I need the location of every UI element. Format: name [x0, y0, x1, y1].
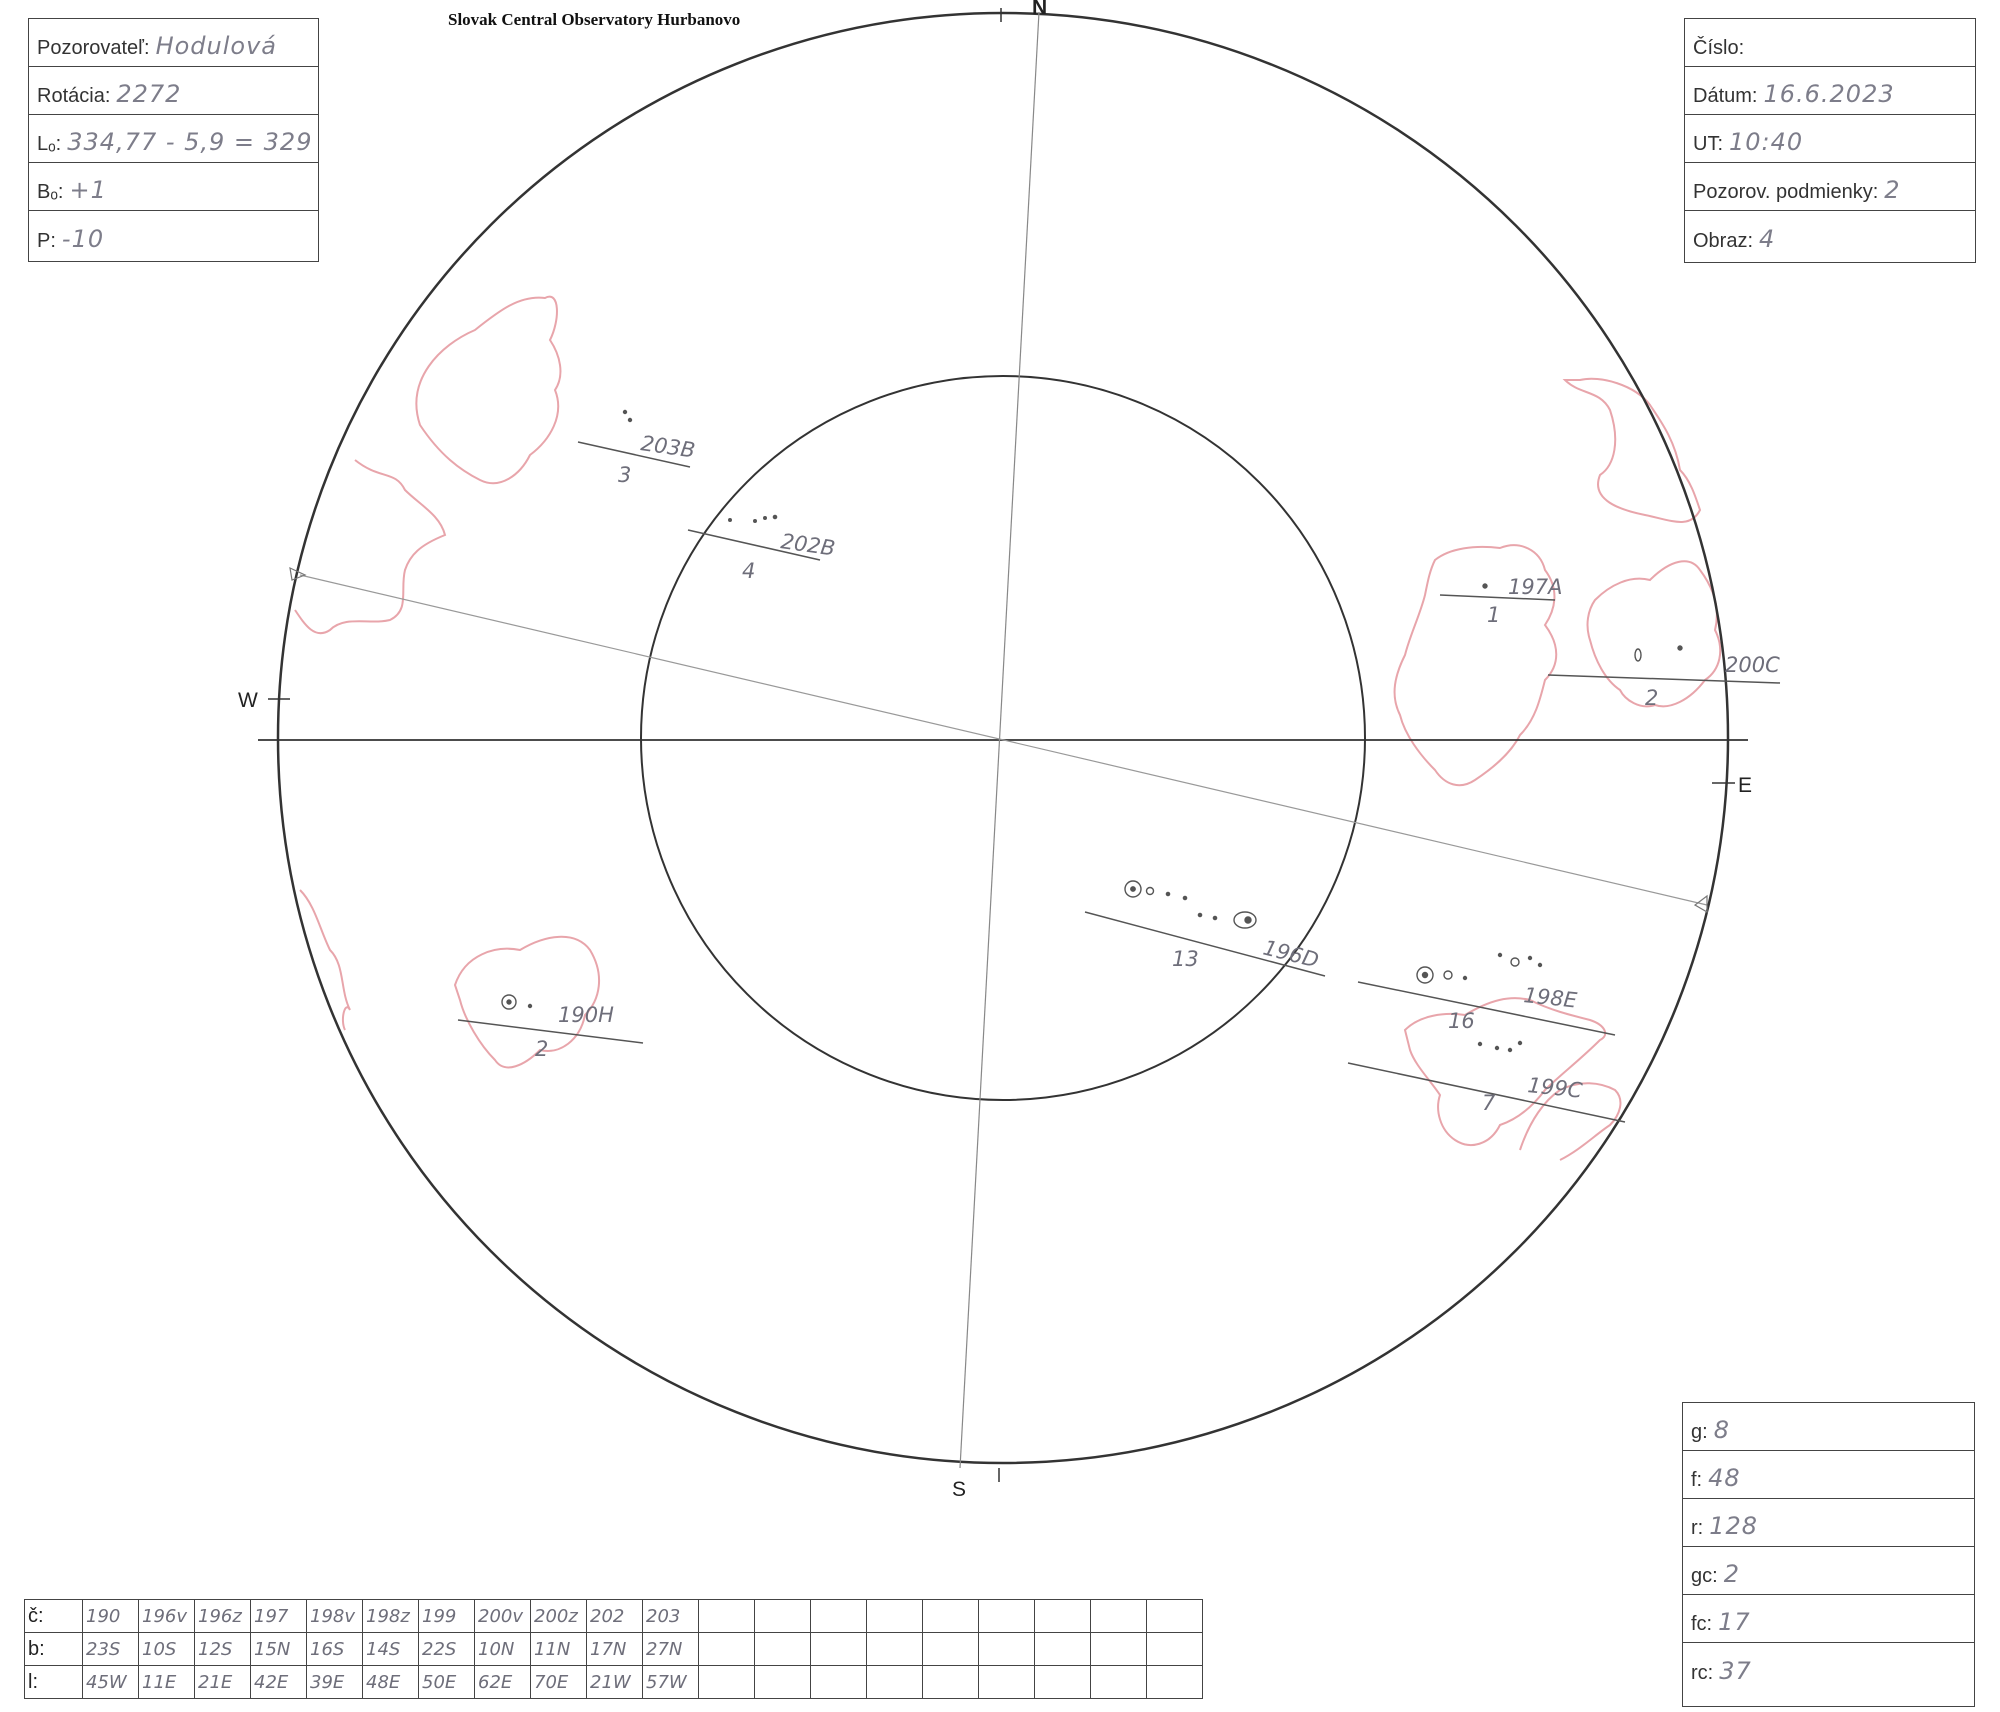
group-200c-count: 2 [1645, 686, 1659, 710]
table-cell: 198v [307, 1600, 363, 1633]
spot-196-c [1166, 892, 1169, 895]
facula-w-edge [295, 460, 445, 633]
table-cell: 27N [643, 1633, 699, 1666]
facula-nw [416, 297, 560, 484]
table-cell [1147, 1633, 1203, 1666]
spot-199-b [1496, 1047, 1499, 1050]
table-cell: 22S [419, 1633, 475, 1666]
stat-groups-value: 8 [1713, 1416, 1730, 1444]
table-cell [1147, 1666, 1203, 1699]
group-198e-id: 198E [1522, 983, 1579, 1013]
group-196d-id: 196D [1260, 935, 1322, 973]
facula-ne-edge [1565, 379, 1700, 522]
table-cell [755, 1666, 811, 1699]
observer-label: Pozorovateľ: [37, 37, 150, 59]
table-cell [867, 1600, 923, 1633]
table-cell: 42E [251, 1666, 307, 1699]
p-angle-value: -10 [61, 225, 105, 253]
spot-200c-2 [1678, 646, 1682, 650]
table-cell: 48E [363, 1666, 419, 1699]
date-value: 16.6.2023 [1763, 80, 1895, 108]
table-cell: 21W [587, 1666, 643, 1699]
table-cell: 23S [83, 1633, 139, 1666]
stat-relative-number-value: 128 [1709, 1512, 1759, 1540]
table-cell: 21E [195, 1666, 251, 1699]
l0-label: Lₒ: [37, 133, 62, 155]
table-cell: 199 [419, 1600, 475, 1633]
facula-e-right [1588, 561, 1721, 706]
table-cell [923, 1633, 979, 1666]
stat-spots-label: f: [1691, 1469, 1703, 1491]
stat-spots-row [1683, 1451, 1974, 1499]
solar-limb-circle [278, 13, 1728, 1463]
group-199c-count: 7 [1482, 1091, 1496, 1115]
table-cell [1091, 1666, 1147, 1699]
table-cell: 62E [475, 1666, 531, 1699]
table-cell [979, 1633, 1035, 1666]
spot-196-e [1198, 913, 1201, 916]
table-cell [979, 1600, 1035, 1633]
table-cell: 200v [475, 1600, 531, 1633]
stat-central-relative-label: rᴄ: [1691, 1662, 1714, 1684]
stat-relative-number-row [1683, 1499, 1974, 1547]
group-202b-id: 202B [779, 529, 837, 561]
group-190h-line [458, 1020, 643, 1043]
table-cell: 17N [587, 1633, 643, 1666]
spot-200c-1 [1635, 649, 1641, 661]
spot-196-follower-core [1245, 917, 1251, 923]
spot-202b-1 [729, 519, 732, 522]
image-quality-label: Obraz: [1693, 230, 1754, 252]
table-cell [699, 1666, 755, 1699]
table-cell: 11N [531, 1633, 587, 1666]
number-label: Číslo: [1693, 37, 1745, 59]
table-cell: 39E [307, 1666, 363, 1699]
spot-199-d [1519, 1042, 1522, 1045]
longitude-row-label: l: [25, 1666, 83, 1699]
table-cell [1091, 1600, 1147, 1633]
table-cell: 16S [307, 1633, 363, 1666]
group-190h-count: 2 [535, 1037, 549, 1061]
table-cell: 196v [139, 1600, 195, 1633]
table-cell [811, 1633, 867, 1666]
east-label: E [1738, 774, 1753, 797]
group-number-row [25, 1600, 1203, 1633]
north-label: N [1032, 0, 1048, 19]
group-197a-id: 197A [1508, 575, 1563, 599]
group-190h-id: 190H [558, 1003, 614, 1027]
spot-198-b [1444, 971, 1452, 979]
sunspot-statistics-panel [1682, 1402, 1975, 1707]
spot-196-b [1147, 888, 1154, 895]
spot-203b-2 [629, 419, 632, 422]
rotation-value: 2272 [116, 80, 182, 108]
facula-se [1405, 998, 1605, 1145]
b0-value: +1 [69, 176, 107, 204]
table-cell [1091, 1633, 1147, 1666]
table-cell: 196z [195, 1600, 251, 1633]
p-angle-label: P: [37, 230, 56, 252]
table-cell: 70E [531, 1666, 587, 1699]
longitude-row [25, 1666, 1203, 1699]
table-cell: 15N [251, 1633, 307, 1666]
spot-199-a [1479, 1043, 1482, 1046]
spot-199-c [1509, 1049, 1512, 1052]
table-cell: 57W [643, 1666, 699, 1699]
sunspots-group [502, 411, 1682, 1052]
spot-196-d [1183, 896, 1186, 899]
west-label: W [238, 689, 258, 712]
observatory-title: Slovak Central Observatory Hurbanovo [448, 10, 741, 29]
stat-central-relative-row [1683, 1643, 1974, 1691]
table-cell: 200z [531, 1600, 587, 1633]
table-cell [979, 1666, 1035, 1699]
group-198e-count: 16 [1448, 1009, 1475, 1033]
stat-spots-value: 48 [1708, 1464, 1741, 1492]
spot-190h-core [507, 1000, 511, 1004]
stat-groups-label: g: [1691, 1421, 1708, 1443]
spot-198-f [1529, 957, 1532, 960]
group-203b-id: 203B [639, 431, 697, 463]
group-number-row-label: č: [25, 1600, 83, 1633]
rotation-label: Rotácia: [37, 85, 111, 107]
facula-w-lower [300, 890, 350, 1030]
stat-groups-row [1683, 1403, 1974, 1451]
table-cell: 202 [587, 1600, 643, 1633]
stat-relative-number-label: r: [1691, 1517, 1704, 1539]
table-cell [1035, 1666, 1091, 1699]
observer-value: Hodulová [155, 32, 277, 60]
table-cell: 11E [139, 1666, 195, 1699]
group-203b-count: 3 [618, 463, 632, 487]
table-cell: 10N [475, 1633, 531, 1666]
spot-198-g [1539, 964, 1542, 967]
spot-198-c [1464, 977, 1467, 980]
table-cell: 197 [251, 1600, 307, 1633]
stat-central-spots-label: fᴄ: [1691, 1613, 1713, 1635]
stat-central-spots-row [1683, 1595, 1974, 1643]
stat-central-relative-value: 37 [1719, 1657, 1752, 1685]
table-cell [1035, 1600, 1091, 1633]
spot-198-d [1499, 954, 1502, 957]
spot-196-f [1213, 916, 1216, 919]
table-cell [867, 1666, 923, 1699]
group-202b-count: 4 [742, 559, 756, 583]
spot-202b-4 [773, 515, 776, 518]
spot-190h-b [529, 1005, 532, 1008]
inner-reference-circle [641, 376, 1365, 1100]
table-cell: 14S [363, 1633, 419, 1666]
group-197a-count: 1 [1487, 603, 1501, 627]
spot-203b-1 [624, 411, 627, 414]
spot-198-leader-core [1423, 973, 1428, 978]
table-cell: 45W [83, 1666, 139, 1699]
table-cell [923, 1666, 979, 1699]
latitude-row [25, 1633, 1203, 1666]
table-cell [699, 1633, 755, 1666]
table-cell [867, 1633, 923, 1666]
table-cell [1035, 1633, 1091, 1666]
group-199c-id: 199C [1526, 1073, 1584, 1103]
group-position-table [24, 1599, 1203, 1699]
group-196d-count: 13 [1172, 947, 1199, 971]
seeing-value: 2 [1884, 176, 1901, 204]
stat-central-groups-label: gᴄ: [1691, 1565, 1718, 1587]
spot-202b-2 [754, 520, 757, 523]
stat-central-groups-row [1683, 1547, 1974, 1595]
south-label: S [952, 1478, 967, 1501]
ut-value: 10:40 [1729, 128, 1804, 156]
table-cell [811, 1600, 867, 1633]
table-cell [755, 1633, 811, 1666]
table-cell: 12S [195, 1633, 251, 1666]
l0-value: 334,77 - 5,9 = 329 [67, 128, 313, 156]
date-label: Dátum: [1693, 85, 1758, 107]
spot-196-leader-core [1131, 887, 1135, 891]
group-200c-id: 200C [1725, 653, 1780, 677]
table-cell: 190 [83, 1600, 139, 1633]
table-cell [1147, 1600, 1203, 1633]
spot-202b-3 [764, 517, 767, 520]
image-quality-value: 4 [1759, 225, 1776, 253]
table-cell [755, 1600, 811, 1633]
group-label-lines [458, 442, 1780, 1122]
spot-197a-1 [1483, 584, 1487, 588]
b0-label: Bₒ: [37, 181, 64, 203]
faculae-group [295, 297, 1720, 1160]
table-cell [923, 1600, 979, 1633]
stat-central-groups-value: 2 [1723, 1560, 1740, 1588]
spot-198-e [1511, 958, 1519, 966]
latitude-row-label: b: [25, 1633, 83, 1666]
ut-label: UT: [1693, 133, 1723, 155]
table-cell: 198z [363, 1600, 419, 1633]
seeing-label: Pozorov. podmienky: [1693, 181, 1879, 203]
table-cell: 50E [419, 1666, 475, 1699]
table-cell: 10S [139, 1633, 195, 1666]
table-cell [811, 1666, 867, 1699]
table-cell: 203 [643, 1600, 699, 1633]
table-cell [699, 1600, 755, 1633]
stat-central-spots-value: 17 [1718, 1608, 1751, 1636]
